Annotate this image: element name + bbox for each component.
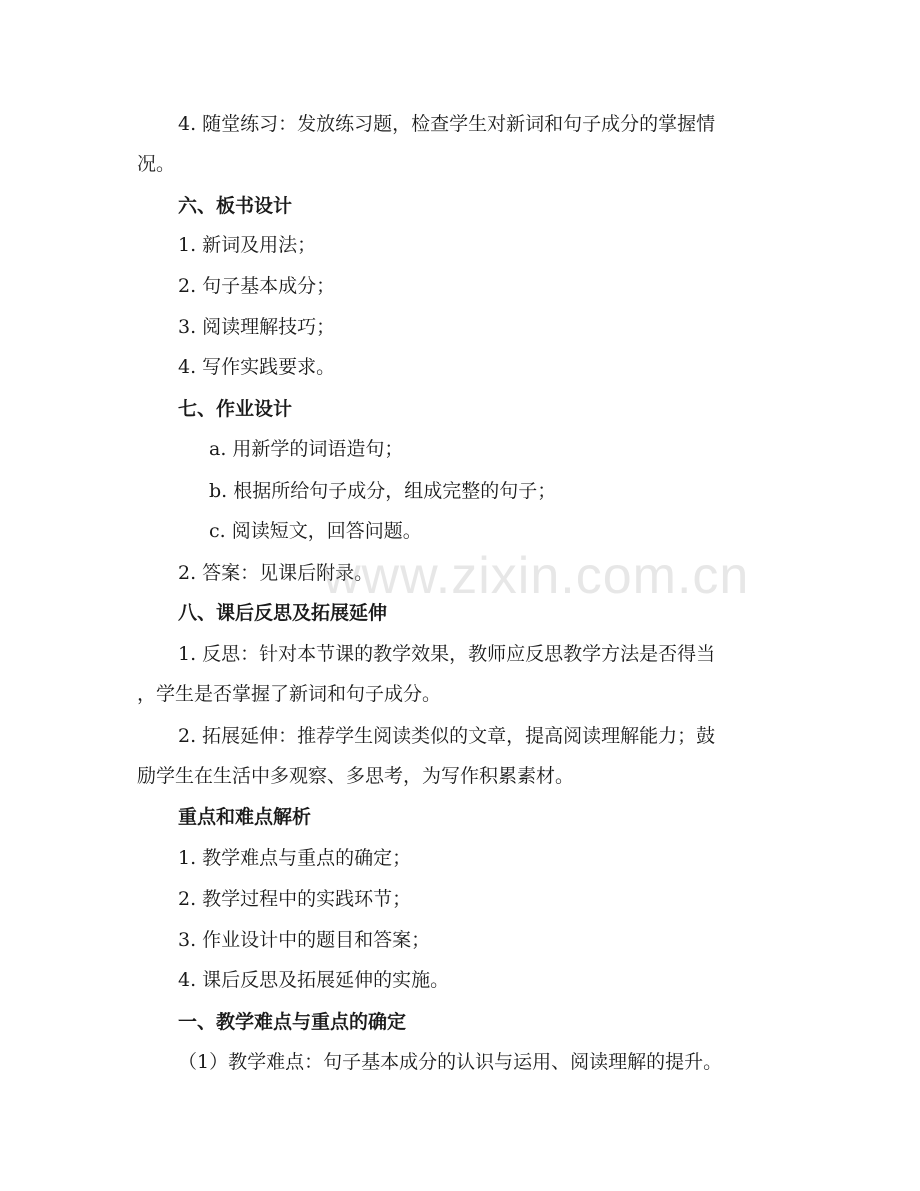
practice-line-2: 况。: [137, 153, 176, 175]
homework-item-c: c. 阅读短文，回答问题。: [209, 520, 422, 542]
reflection-line-1: 1. 反思：针对本节课的教学效果，教师应反思教学方法是否得当: [178, 643, 716, 665]
extension-line-2: 励学生在生活中多观察、多思考，为写作积累素材。: [137, 765, 575, 787]
practice-line-1: 4. 随堂练习：发放练习题，检查学生对新词和句子成分的掌握情: [178, 113, 716, 135]
key-item-2: 2. 教学过程中的实践环节；: [178, 888, 412, 910]
heading-difficulty: 一、教学难点与重点的确定: [178, 1011, 407, 1033]
board-item-3: 3. 阅读理解技巧；: [178, 316, 336, 338]
reflection-line-2: ，学生是否掌握了新词和句子成分。: [137, 683, 442, 705]
heading-reflection: 八、课后反思及拓展延伸: [178, 602, 388, 624]
heading-board-design: 六、板书设计: [178, 195, 293, 217]
heading-key-points: 重点和难点解析: [178, 806, 312, 828]
board-item-2: 2. 句子基本成分；: [178, 275, 336, 297]
key-item-4: 4. 课后反思及拓展延伸的实施。: [178, 969, 450, 991]
heading-homework-design: 七、作业设计: [178, 398, 293, 420]
homework-item-b: b. 根据所给句子成分，组成完整的句子；: [209, 480, 557, 502]
key-item-3: 3. 作业设计中的题目和答案；: [178, 929, 431, 951]
board-item-1: 1. 新词及用法；: [178, 234, 317, 256]
key-item-1: 1. 教学难点与重点的确定；: [178, 847, 412, 869]
homework-answer: 2. 答案：见课后附录。: [178, 562, 374, 584]
extension-line-1: 2. 拓展延伸：推荐学生阅读类似的文章，提高阅读理解能力；鼓: [178, 725, 716, 747]
board-item-4: 4. 写作实践要求。: [178, 356, 336, 378]
difficulty-line: （1）教学难点：句子基本成分的认识与运用、阅读理解的提升。: [178, 1051, 723, 1073]
homework-item-a: a. 用新学的词语造句；: [209, 438, 404, 460]
watermark: www.zixin.com.cn: [323, 547, 750, 605]
